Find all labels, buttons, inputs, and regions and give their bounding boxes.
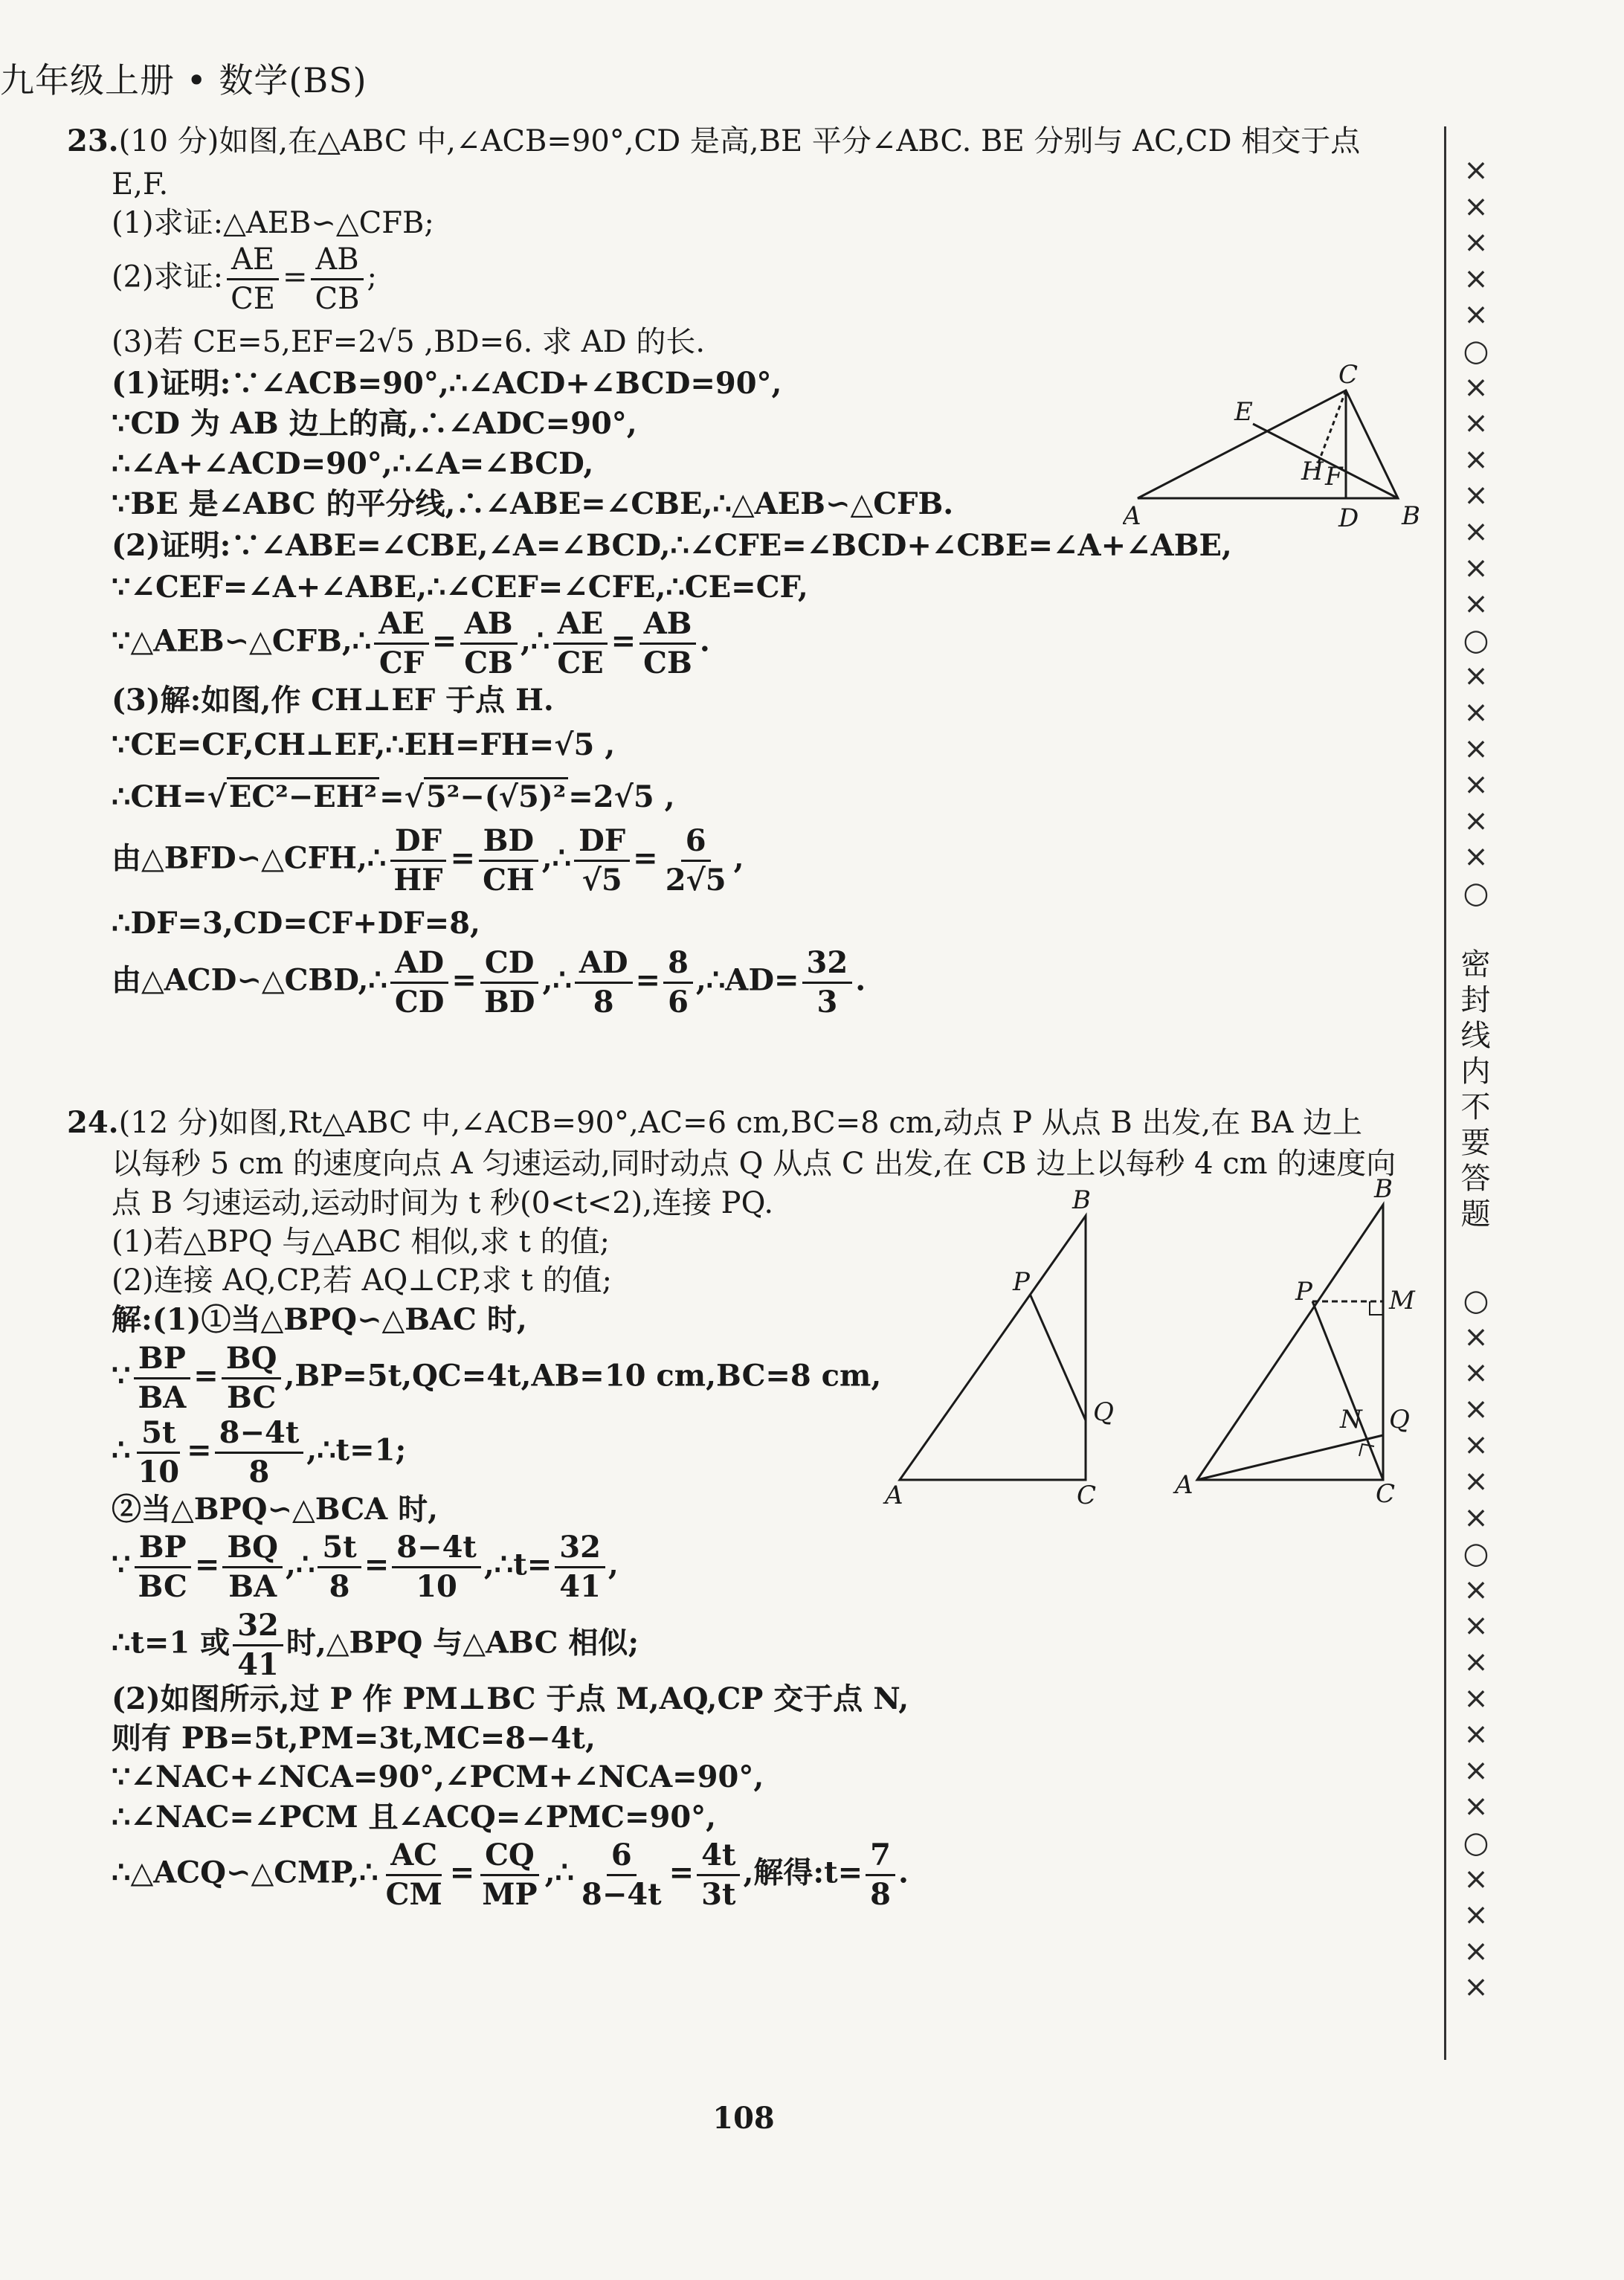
seal-cross-mark: ×	[1463, 695, 1489, 730]
page-header: 九年级上册 • 数学(BS)	[0, 60, 367, 100]
fig3-label-P: P	[1295, 1277, 1312, 1307]
question-24-stem-cont1: 以每秒 5 cm 的速度向点 A 匀速运动,同时动点 Q 从点 C 出发,在 CB 边上以每秒 4 cm 的速度向	[112, 1147, 1396, 1181]
seal-cross-mark: ×	[1463, 1572, 1489, 1607]
seal-cross-mark: ×	[1463, 1644, 1489, 1679]
question-23-part2: (2)求证: $\frac{AE}{CE}$ = $\frac{AB}{CB}$ ;	[112, 242, 377, 316]
answer-23-line5: (2)证明:∵∠ABE=∠CBE,∠A=∠BCD,∴∠CFE=∠BCD+∠CBE=∠A+∠ABE,	[112, 528, 1232, 563]
answer-23-line7: ∵△AEB∽△CFB,∴ $\frac{AE}{CF}$ = $\frac{AB}{CB}$ ,∴ $\frac{AE}{CE}$ = $\frac{AB}{CB}$ .	[112, 606, 710, 680]
question-24-part2: (2)连接 AQ,CP,若 AQ⊥CP,求 t 的值;	[112, 1263, 613, 1298]
seal-cross-mark: ×	[1463, 1970, 1489, 2005]
answer-24-line10: ∴∠NAC=∠PCM 且∠ACQ=∠PMC=90°,	[112, 1800, 717, 1835]
answer-24-line5: ∵ $\frac{BP}{BC}$ = $\frac{BQ}{BA}$ ,∴ $\frac{5t}{8}$ = $\frac{8-4t}{10}$ ,∴t= $\frac{32}{41}$ ,	[112, 1530, 619, 1604]
fig2-label-Q: Q	[1093, 1397, 1114, 1427]
answer-24-line6: ∴t=1 或 $\frac{32}{41}$ 时,△BPQ 与△ABC 相似;	[112, 1608, 639, 1682]
fraction: $\frac{AE}{CE}$	[226, 244, 280, 315]
fig2-label-A: A	[885, 1481, 903, 1510]
seal-circle-mark: ○	[1463, 622, 1489, 657]
answer-23-line6: ∵∠CEF=∠A+∠ABE,∴∠CEF=∠CFE,∴CE=CF,	[112, 570, 808, 605]
seal-circle-mark: ○	[1463, 333, 1489, 368]
answer-24-line1: 解:(1)①当△BPQ∽△BAC 时,	[112, 1302, 527, 1337]
seal-cross-mark: ×	[1463, 1356, 1489, 1391]
figure-q24-triangle-2	[1167, 1175, 1435, 1510]
answer-23-line1: (1)证明:∵∠ACB=90°,∴∠ACD+∠BCD=90°,	[112, 366, 782, 401]
seal-circle-mark: ○	[1463, 1284, 1489, 1318]
seal-cross-mark: ×	[1463, 153, 1489, 187]
seal-cross-mark: ×	[1463, 1861, 1489, 1896]
seal-cross-mark: ×	[1463, 370, 1489, 405]
seal-circle-mark: ○	[1463, 875, 1489, 910]
page-number: 108	[712, 2101, 775, 2136]
seal-cross-mark: ×	[1463, 514, 1489, 549]
fig3-label-B: B	[1374, 1175, 1393, 1204]
answer-24-line2: ∵ $\frac{BP}{BA}$ = $\frac{BQ}{BC}$ ,BP=5t,QC=4t,AB=10 cm,BC=8 cm,	[112, 1341, 882, 1415]
answer-23-line8: (3)解:如图,作 CH⊥EF 于点 H.	[112, 683, 554, 718]
seal-cross-mark: ×	[1463, 1789, 1489, 1824]
seal-cross-mark: ×	[1463, 550, 1489, 585]
fig1-label-D: D	[1338, 503, 1359, 533]
seal-cross-mark: ×	[1463, 442, 1489, 477]
figure-q23-triangle	[1123, 357, 1435, 535]
question-23-number: 23.	[67, 123, 119, 158]
answer-23-line2: ∵CD 为 AB 边上的高,∴∠ADC=90°,	[112, 406, 637, 441]
question-23-stem: (10 分)如图,在△ABC 中,∠ACB=90°,CD 是高,BE 平分∠ABC. BE 分别与 AC,CD 相交于点	[118, 124, 1361, 158]
seal-cross-mark: ×	[1463, 406, 1489, 441]
question-24-stem-cont2: 点 B 匀速运动,运动时间为 t 秒(0<t<2),连接 PQ.	[112, 1186, 774, 1220]
seal-cross-mark: ×	[1463, 731, 1489, 766]
fig1-label-A: A	[1123, 501, 1141, 531]
fig1-label-B: B	[1402, 501, 1420, 531]
question-23-part3: (3)若 CE=5,EF=2√5 ,BD=6. 求 AD 的长.	[112, 325, 706, 359]
fig2-label-C: C	[1077, 1481, 1097, 1510]
seal-circle-mark: ○	[1463, 1536, 1489, 1571]
answer-23-line13: 由△ACD∽△CBD,∴ $\frac{AD}{CD}$ = $\frac{CD}{BD}$ ,∴ $\frac{AD}{8}$ = $\frac{8}{6}$ ,∴AD= $\frac{32}{3}$ .	[112, 945, 866, 1020]
question-24-stem: (12 分)如图,Rt△ABC 中,∠ACB=90°,AC=6 cm,BC=8 cm,动点 P 从点 B 出发,在 BA 边上	[118, 1106, 1362, 1140]
fig1-label-C: C	[1338, 360, 1359, 390]
seal-cross-mark: ×	[1463, 1933, 1489, 1968]
seal-cross-mark: ×	[1463, 297, 1489, 332]
seal-cross-mark: ×	[1463, 803, 1489, 838]
question-23-stem-cont: E,F.	[112, 167, 169, 202]
seal-cross-mark: ×	[1463, 1898, 1489, 1933]
answer-23-line12: ∴DF=3,CD=CF+DF=8,	[112, 906, 480, 941]
seal-circle-mark: ○	[1463, 1825, 1489, 1860]
answer-24-line4: ②当△BPQ∽△BCA 时,	[112, 1492, 439, 1527]
seal-notice: 密封线内不要答题	[1456, 948, 1490, 1234]
answer-24-line8: 则有 PB=5t,PM=3t,MC=8−4t,	[112, 1721, 596, 1756]
fig1-label-E: E	[1234, 397, 1253, 427]
fig3-label-M: M	[1389, 1286, 1415, 1315]
seal-cross-mark: ×	[1463, 225, 1489, 260]
answer-24-line3: ∴ $\frac{5t}{10}$ = $\frac{8-4t}{8}$ ,∴t=1;	[112, 1415, 407, 1490]
seal-cross-mark: ×	[1463, 767, 1489, 802]
question-24-part1: (1)若△BPQ 与△ABC 相似,求 t 的值;	[112, 1225, 610, 1259]
seal-cross-mark: ×	[1463, 478, 1489, 513]
fig2-label-P: P	[1013, 1267, 1030, 1297]
fig3-label-N: N	[1340, 1405, 1362, 1434]
question-24-number: 24.	[67, 1105, 119, 1140]
seal-cross-mark: ×	[1463, 840, 1489, 875]
answer-23-line9: ∵CE=CF,CH⊥EF,∴EH=FH=√5 ,	[112, 727, 616, 762]
seal-cross-mark: ×	[1463, 1717, 1489, 1752]
seal-marks-lower	[1454, 1283, 1498, 2006]
answer-24-line11: ∴△ACQ∽△CMP,∴ $\frac{AC}{CM}$ = $\frac{CQ}{MP}$ ,∴ $\frac{6}{8-4t}$ = $\frac{4t}{3t}$ ,解得:t= $\frac{7}{8}$ .	[112, 1838, 909, 1912]
seal-cross-mark: ×	[1463, 1681, 1489, 1716]
seal-cross-mark: ×	[1463, 1608, 1489, 1643]
seal-cross-mark: ×	[1463, 1428, 1489, 1463]
answer-23-line10: ∴CH=√EC²−EH²=√5²−(√5)²=2√5 ,	[112, 782, 675, 812]
seal-cross-mark: ×	[1463, 1753, 1489, 1788]
answer-23-line11: 由△BFD∽△CFH,∴ $\frac{DF}{HF}$ = $\frac{BD}{CH}$ ,∴ $\frac{DF}{√5}$ = $\frac{6}{2√5}$ ,	[112, 823, 744, 898]
seal-marks-upper	[1454, 152, 1498, 911]
fig3-label-A: A	[1175, 1470, 1193, 1500]
answer-23-line4: ∵BE 是∠ABC 的平分线,∴∠ABE=∠CBE,∴△AEB∽△CFB.	[112, 486, 954, 521]
fig2-label-B: B	[1072, 1185, 1091, 1215]
seal-cross-mark: ×	[1463, 1391, 1489, 1426]
seal-cross-mark: ×	[1463, 659, 1489, 694]
seal-line-rule	[1444, 126, 1446, 2060]
question-23-part1: (1)求证:△AEB∽△CFB;	[112, 206, 434, 240]
fig1-label-H: H	[1301, 457, 1324, 486]
seal-cross-mark: ×	[1463, 1500, 1489, 1535]
answer-24-line7: (2)如图所示,过 P 作 PM⊥BC 于点 M,AQ,CP 交于点 N,	[112, 1681, 909, 1716]
seal-cross-mark: ×	[1463, 189, 1489, 224]
seal-cross-mark: ×	[1463, 587, 1489, 622]
seal-cross-mark: ×	[1463, 1319, 1489, 1354]
fig3-label-C: C	[1376, 1479, 1396, 1509]
fig3-label-Q: Q	[1389, 1405, 1410, 1434]
fraction: $\frac{AB}{CB}$	[310, 244, 364, 315]
seal-cross-mark: ×	[1463, 261, 1489, 296]
figure-q24-triangle-1	[877, 1182, 1130, 1510]
seal-cross-mark: ×	[1463, 1463, 1489, 1498]
answer-23-line3: ∴∠A+∠ACD=90°,∴∠A=∠BCD,	[112, 446, 594, 481]
fig1-label-F: F	[1325, 462, 1343, 492]
answer-24-line9: ∵∠NAC+∠NCA=90°,∠PCM+∠NCA=90°,	[112, 1759, 764, 1794]
